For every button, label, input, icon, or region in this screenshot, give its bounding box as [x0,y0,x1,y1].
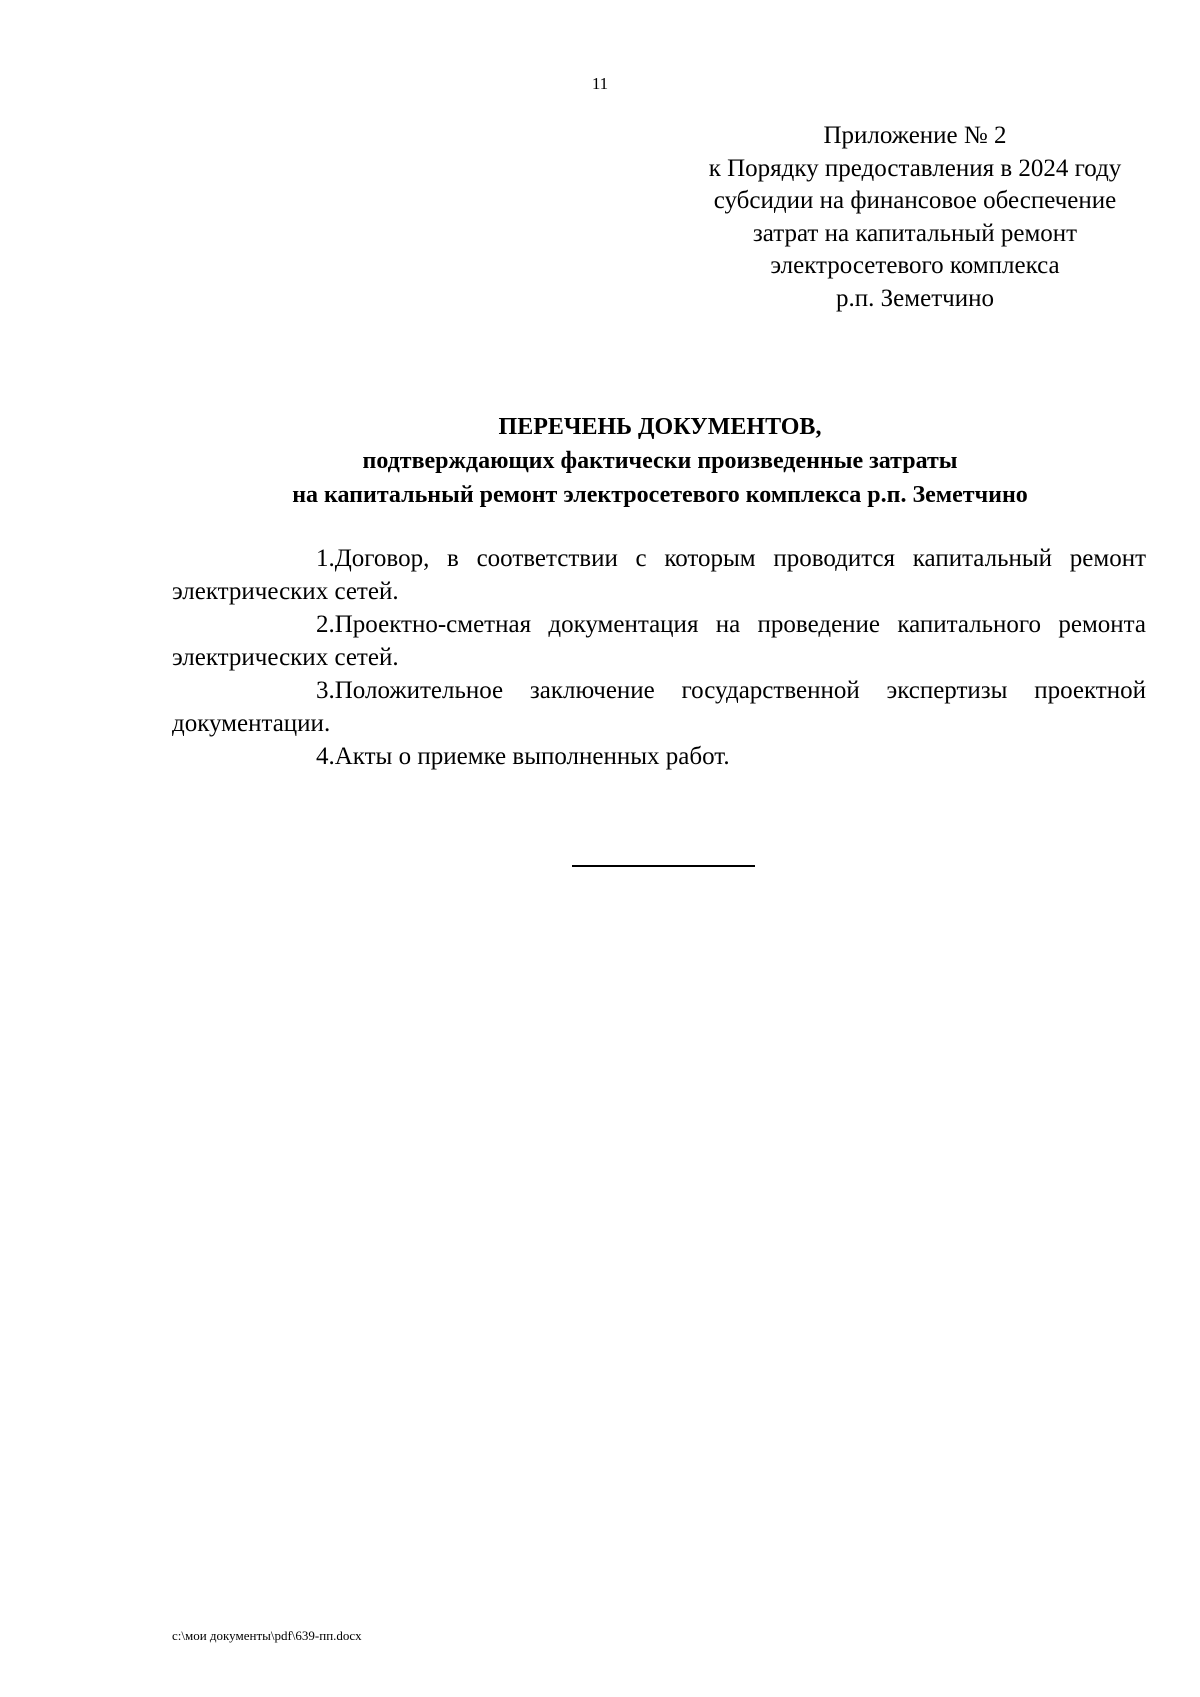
appendix-line: субсидии на финансовое обеспечение [713,187,1117,214]
list-item [172,608,1146,674]
documents-list [172,542,1146,773]
closing-rule [572,865,755,867]
list-item [172,674,1146,740]
appendix-line: Приложение № 2 [823,122,1007,149]
list-item-text: Проектно-сметная документация на проведение капитального ремонта электрических сетей. [172,611,1146,671]
title-line-1: ПЕРЕЧЕНЬ ДОКУМЕНТОВ, [498,414,822,440]
list-item-text: Договор, в соответствии с которым проводится капитальный ремонт электрических сетей. [172,545,1146,605]
list-item-number: 1. [316,545,335,572]
footer-file-path: c:\мои документы\pdf\639-пп.docx [172,1628,362,1643]
appendix-header [655,120,1175,315]
title-line-2: подтверждающих фактически произведенные затраты [362,448,958,474]
appendix-line: к Порядку предоставления в 2024 году [708,154,1122,182]
list-item [172,740,1146,773]
list-item-number: 3. [316,677,335,704]
appendix-line: р.п. Земетчино [836,284,994,312]
list-item-text: Положительное заключение государственной экспертизы проектной документации. [172,677,1146,737]
list-item-number: 4. [316,743,335,770]
list-item-text: Акты о приемке выполненных работ. [334,743,730,770]
list-item-number: 2. [316,611,335,638]
appendix-line: электросетевого комплекса [770,252,1060,279]
list-item [172,542,1146,608]
title-line-3: на капитальный ремонт электросетевого комплекса р.п. Земетчино [292,482,1028,508]
document-title [0,410,1200,512]
appendix-line: затрат на капитальный ремонт [752,219,1078,247]
page-number: 11 [591,74,609,93]
